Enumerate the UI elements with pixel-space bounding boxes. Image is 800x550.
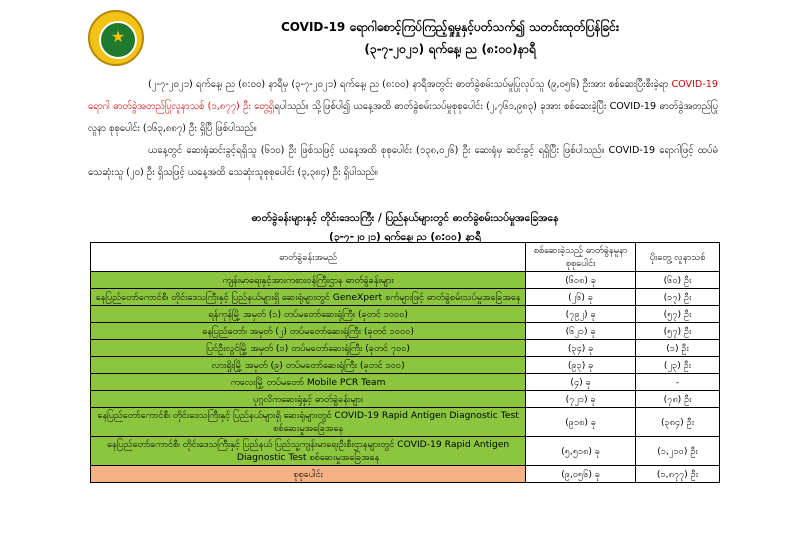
table-title-line-2: (၃-၇-၂၀၂၁) ရက်နေ့၊ ည (၈:၀၀) နာရီ [329, 231, 481, 243]
total-tested-cell: (၉,၀၅၆) ခု [526, 466, 636, 483]
positive-cell: (၅၇) ဦး [636, 323, 720, 340]
tested-cell: (၅,၅၁၈) ခု [526, 437, 636, 466]
table-row [91, 306, 720, 323]
positive-cell: (၆၀) ဦး [636, 272, 720, 289]
lab-cell: နေပြည်တော်၊ အမှတ် (၂) တပ်မတော်ဆေးရုံကြီး (ခုတင် ၁၀၀၀) [91, 323, 526, 340]
logo-star-icon: ★ [110, 27, 126, 46]
lab-cell: ကျန်းမာရေးနှင့်အားကစားဝန်ကြီးဌာန ဓာတ်ခွဲခန်းများ [91, 272, 526, 289]
table-header-row [91, 243, 720, 272]
positive-cell: (၁) ဦး [636, 340, 720, 357]
table-title-line-1: ဓာတ်ခွဲခန်းများနှင့် တိုင်းဒေသကြီး / ပြည်နယ်များတွင် ဓာတ်ခွဲစမ်းသပ်မှုအခြေအနေ [251, 212, 559, 224]
table-row [91, 408, 720, 437]
intro-paragraph-1 [88, 74, 718, 140]
title-line-2: (၃-၇-၂၀၂၁) ရက်နေ့၊ ည (၈:၀၀)နာရီ [364, 42, 536, 56]
tested-cell: (၆၂၁) ခု [526, 323, 636, 340]
tested-cell: (၉၁၈) ခု [526, 408, 636, 437]
intro-p1-start: (၂-၇-၂၀၂၁) ရက်နေ့၊ ည (၈:၀၀) နာရီမှ (၃-၇-၂၀၂၁) ရက်နေ့၊ ည (၈:၀၀) နာရီအတွင်း ဓာတ်ခွဲစမ်းသပ်မှုပြုလုပ်သူ (၉,၀၅၆) ဦးအား စစ်ဆေးပြီးစီးခဲ့ရာ [148, 79, 669, 90]
header-lab: ဓာတ်ခွဲခန်းအမည် [91, 243, 526, 272]
logo-emblem [99, 21, 137, 59]
lab-cell: ကလေးမြို့ တပ်မတော် Mobile PCR Team [91, 374, 526, 391]
positive-cell: (၁၇) ဦး [636, 289, 720, 306]
table-row [91, 289, 720, 306]
tested-cell: (၃၄) ခု [526, 340, 636, 357]
table-row [91, 357, 720, 374]
header-tested: စစ်ဆေးခဲ့သည့် ဓာတ်ခွဲနမူနာ စုစုပေါင်း [526, 243, 636, 272]
tested-cell: (၂၆) ခု [526, 289, 636, 306]
ministry-logo [88, 10, 144, 66]
intro-p1-highlight: COVID-19 ရောဂါ ဓာတ်ခွဲအတည်ပြုလူနာသစ် (၁,၈၇၇) ဦး တွေ့ရှိ [88, 79, 718, 112]
header-positive: ပိုးတွေ့ လူနာသစ် [636, 243, 720, 272]
table-row [91, 272, 720, 289]
lab-cell: နေပြည်တော်ကောင်စီ၊ တိုင်းဒေသကြီးနှင့် ပြည်နယ်များရှိ ဆေးရုံများတွင် COVID-19 Rapid Antigen Diagnostic Test စစ်ဆေးမှုအခြေအနေ [91, 408, 526, 437]
lab-cell: ပုဂ္ဂလိကဆေးရုံနှင့် ဓာတ်ခွဲခန်းများ [91, 391, 526, 408]
tested-cell: (၇၉၂) ခု [526, 306, 636, 323]
table-total-row [91, 466, 720, 483]
table-row [91, 437, 720, 466]
intro-p1-end: ရပါသည်။ သို့ဖြစ်ပါ၍ ယနေ့အထိ ဓာတ်ခွဲစမ်းသပ်မှုစုစုပေါင်း (၂,၇၆၁,၉၈၃) ခုအား စစ်ဆေးခဲ့ပြီး COVID-19 ဓာတ်ခွဲအတည်ပြုလူနာ စုစုပေါင်း (၁၆၃,၈၈၇) ဦး ရှိပြီ ဖြစ်ပါသည်။ [88, 101, 719, 134]
lab-cell: နေပြည်တော်ကောင်စီ၊ တိုင်းဒေသကြီးနှင့် ပြည်နယ် ပြည်သူ့ကျန်းမာရေးဦးစီးဌာနများတွင် COVID-19 Rapid Antigen Diagnostic Test စစ်ဆေးမှုအခြေအနေ [91, 437, 526, 466]
total-positive-cell: (၁,၈၇၇) ဦး [636, 466, 720, 483]
page-title [150, 16, 750, 60]
total-label-cell: စုစုပေါင်း [91, 466, 526, 483]
table-row [91, 323, 720, 340]
intro-paragraph-2: ယနေ့တွင် ဆေးရုံဆင်းခွင့်ရရှိသူ (၆၁၀) ဦး ဖြစ်သဖြင့် ယနေ့အထိ စုစုပေါင်း (၁၃၈,၀၂၆) ဦး ဆေးရုံမှ ဆင်းခွင့် ရရှိပြီး ဖြစ်ပါသည်။ COVID-19 ရောဂါဖြင့် ထပ်မံသေဆုံးသူ (၂၀) ဦး ရှိသဖြင့် ယနေ့အထိ သေဆုံးသူစုစုပေါင်း (၃,၃၈၄) ဦး ရှိပါသည်။ [88, 145, 718, 178]
positive-cell: (၂၃) ဦး [636, 357, 720, 374]
positive-cell: - [636, 374, 720, 391]
tested-cell: (၄) ခု [526, 374, 636, 391]
lab-results-table [90, 242, 720, 483]
positive-cell: (၁,၂၁၀) ဦး [636, 437, 720, 466]
table-row [91, 391, 720, 408]
positive-cell: (၇၈) ဦး [636, 391, 720, 408]
lab-cell: ရန်ကုန်မြို့ အမှတ် (၁) တပ်မတော်ဆေးရုံကြီး (ခုတင် ၁၀၀၀) [91, 306, 526, 323]
lab-cell: လားရှိုးမြို့ အမှတ် (၉) တပ်မတော်ဆေးရုံကြီး (ခုတင် ၁၀၀) [91, 357, 526, 374]
lab-cell: ပြင်ဦးလွင်မြို့ အမှတ် (၁) တပ်မတော်ဆေးရုံကြီး (ခုတင် ၇၀၀) [91, 340, 526, 357]
tested-cell: (၆၀၈) ခု [526, 272, 636, 289]
title-line-1: COVID-19 ရောဂါစောင့်ကြပ်ကြည့်ရှုမှုနှင့်ပတ်သက်၍ သတင်းထုတ်ပြန်ခြင်း [280, 20, 619, 34]
table-row [91, 374, 720, 391]
lab-cell: နေပြည်တော်ကောင်စီ၊ တိုင်းဒေသကြီးနှင့် ပြည်နယ်များရှိ ဆေးရုံများတွင် GeneXpert စက်များဖြင့် ဓာတ်ခွဲစမ်းသပ်မှုအခြေအနေ [91, 289, 526, 306]
positive-cell: (၃၈၄) ဦး [636, 408, 720, 437]
table-row [91, 340, 720, 357]
positive-cell: (၅၇) ဦး [636, 306, 720, 323]
tested-cell: (၉၃) ခု [526, 357, 636, 374]
intro-text [88, 74, 718, 184]
tested-cell: (၇၂၁) ခု [526, 391, 636, 408]
